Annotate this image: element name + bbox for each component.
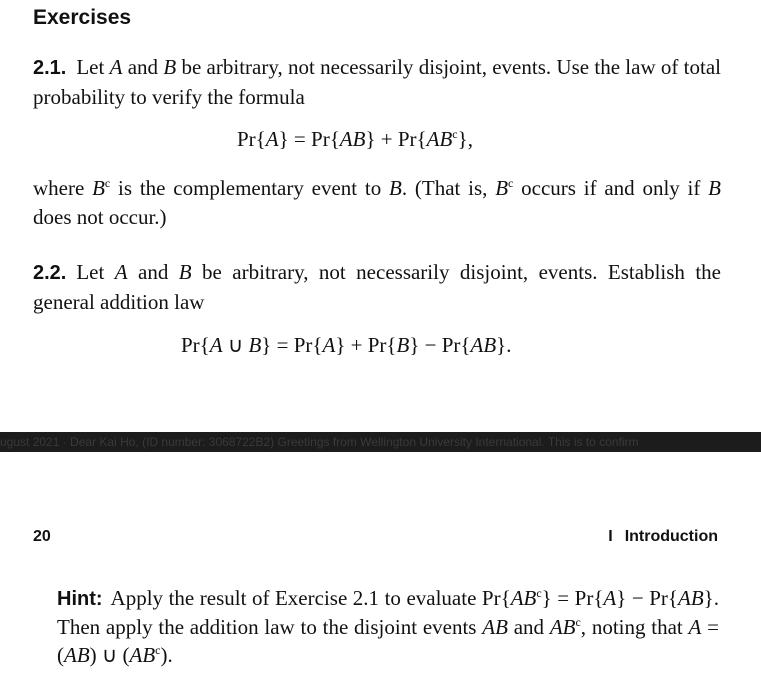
formula-addition-law: Pr{A ∪ B} = Pr{A} + Pr{B} − Pr{AB}. <box>181 333 512 357</box>
chapter-title: Introduction <box>624 528 718 545</box>
formula-total-probability: $Pr\{A\} = Pr\{AB\} + Pr\{AB^c\}$, <box>237 127 473 151</box>
chapter-bar: I <box>608 528 613 545</box>
hint-label: Hint: <box>57 588 103 610</box>
exercise-2-1 <box>33 53 721 112</box>
exercise-2-2 <box>33 258 721 317</box>
exercise-2-1-explanation: where $B^c$ is the complementary event to B. (That is, $B^c$ occurs if and only if B does not occur.) <box>33 176 721 229</box>
hint-paragraph <box>57 584 719 669</box>
exercise-intro: Let A and B be arbitrary, not necessarily disjoint, events. Establish the general addition law <box>33 260 722 314</box>
exercise-number: 2.1. <box>33 57 67 79</box>
watermark-text: ugust 2021 · Dear Kai Ho, (ID number: 3068722B2) Greetings from Wellington University International. This is to confirm <box>0 435 639 449</box>
section-heading: Exercises <box>33 6 132 29</box>
hint-text: Apply the result of Exercise 2.1 to evaluate $Pr\{AB^c\} = Pr\{A\} - Pr\{AB\}$. Then apply the addition law to the disjoint events AB and $AB^c$, noting that A = (AB) ∪ $(AB^c)$. <box>57 586 719 667</box>
exercise-number: 2.2. <box>33 262 67 284</box>
page-break-band <box>0 432 761 452</box>
chapter-header <box>608 528 718 546</box>
exercise-intro: Let A and B be arbitrary, not necessarily disjoint, events. Use the law of total probability to verify the formula <box>33 55 721 109</box>
page-number: 20 <box>33 528 51 545</box>
